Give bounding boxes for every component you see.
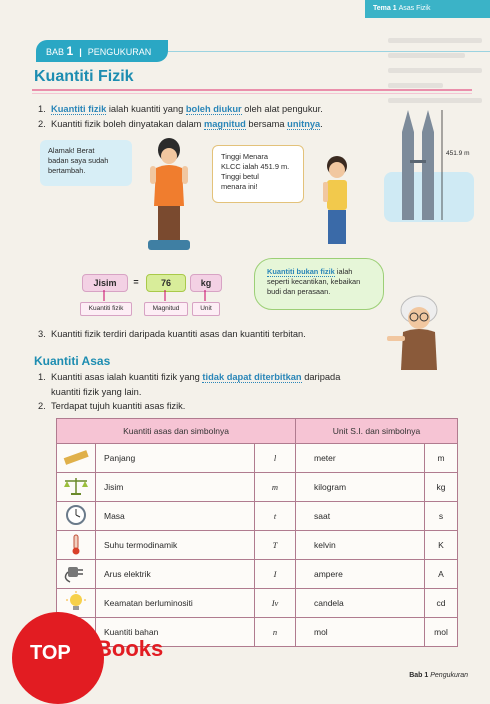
eq-unit: kg xyxy=(190,274,222,292)
topbooks-watermark-text: Books xyxy=(96,636,164,661)
asas-point-2: 2. Terdapat tujuh kuantiti asas fizik. xyxy=(38,401,186,411)
ruler-icon xyxy=(57,444,96,473)
professor-illustration xyxy=(385,292,455,372)
divider xyxy=(168,51,490,52)
thermometer-icon xyxy=(57,531,96,560)
table-row: Jisim m kilogram kg xyxy=(57,473,458,502)
chapter-badge: BAB 1 | PENGUKURAN xyxy=(36,40,168,62)
title-underline xyxy=(32,89,472,91)
point-1: 1. Kuantiti fizik ialah kuantiti yang boleh diukur oleh alat pengukur. xyxy=(38,104,323,114)
balance-icon xyxy=(57,473,96,502)
section-title: Kuantiti Asas xyxy=(34,354,111,368)
label-magnitud: Magnitud xyxy=(144,302,188,316)
topbooks-watermark-logo: TOP xyxy=(12,612,104,704)
klcc-towers-illustration xyxy=(384,102,474,222)
asas-point-1-line2: kuantiti fizik yang lain. xyxy=(51,387,142,397)
title-underline-thin xyxy=(32,93,472,94)
page-title: Kuantiti Fizik xyxy=(34,68,134,85)
asas-point-1: 1. Kuantiti asas ialah kuantiti fizik yang tidak dapat diterbitkan daripada xyxy=(38,372,341,382)
tema-tab: Tema 1 Asas Fizik xyxy=(365,0,490,18)
boy-illustration xyxy=(313,152,363,252)
plug-icon xyxy=(57,560,96,589)
speech-bubble-boy: Tinggi Menara KLCC ialah 451.9 m. Tinggi betul menara ini! xyxy=(212,145,304,203)
table-row: Panjang l meter m xyxy=(57,444,458,473)
page-footer: Bab 1 Pengukuran xyxy=(409,672,468,679)
table-header-row xyxy=(57,419,458,444)
girl-on-scale-illustration xyxy=(138,136,200,256)
base-quantities-table xyxy=(56,418,458,647)
eq-value: 76 xyxy=(146,274,186,292)
table-header-unit: Unit S.I. dan simbolnya xyxy=(296,419,458,444)
eq-arrows xyxy=(82,290,222,302)
eq-equals: = xyxy=(133,277,139,287)
point-3: 3. Kuantiti fizik terdiri daripada kuantiti asas dan kuantiti terbitan. xyxy=(38,329,306,339)
table-row: Arus elektrik I ampere A xyxy=(57,560,458,589)
table-row: Masa t saat s xyxy=(57,502,458,531)
table-row: Suhu termodinamik T kelvin K xyxy=(57,531,458,560)
table-row: Kuantiti bahan n mol mol xyxy=(57,618,458,647)
label-unit: Unit xyxy=(192,302,220,316)
eq-jisim: Jisim xyxy=(82,274,128,292)
speech-bubble-girl: Alamak! Berat badan saya sudah bertambah. xyxy=(40,140,132,186)
speech-bubble-professor: Kuantiti bukan fizik ialah seperti kecantikan, kebaikan budi dan perasaan. xyxy=(254,258,384,310)
table-header-quantity: Kuantiti asas dan simbolnya xyxy=(57,419,296,444)
label-kuantiti-fizik: Kuantiti fizik xyxy=(80,302,132,316)
clock-icon xyxy=(57,502,96,531)
table-row: Keamatan berluminositi Iv candela cd xyxy=(57,589,458,618)
tower-height-label: 451.9 m xyxy=(446,150,470,157)
point-2: 2. Kuantiti fizik boleh dinyatakan dalam magnitud bersama unitnya. xyxy=(38,119,323,129)
